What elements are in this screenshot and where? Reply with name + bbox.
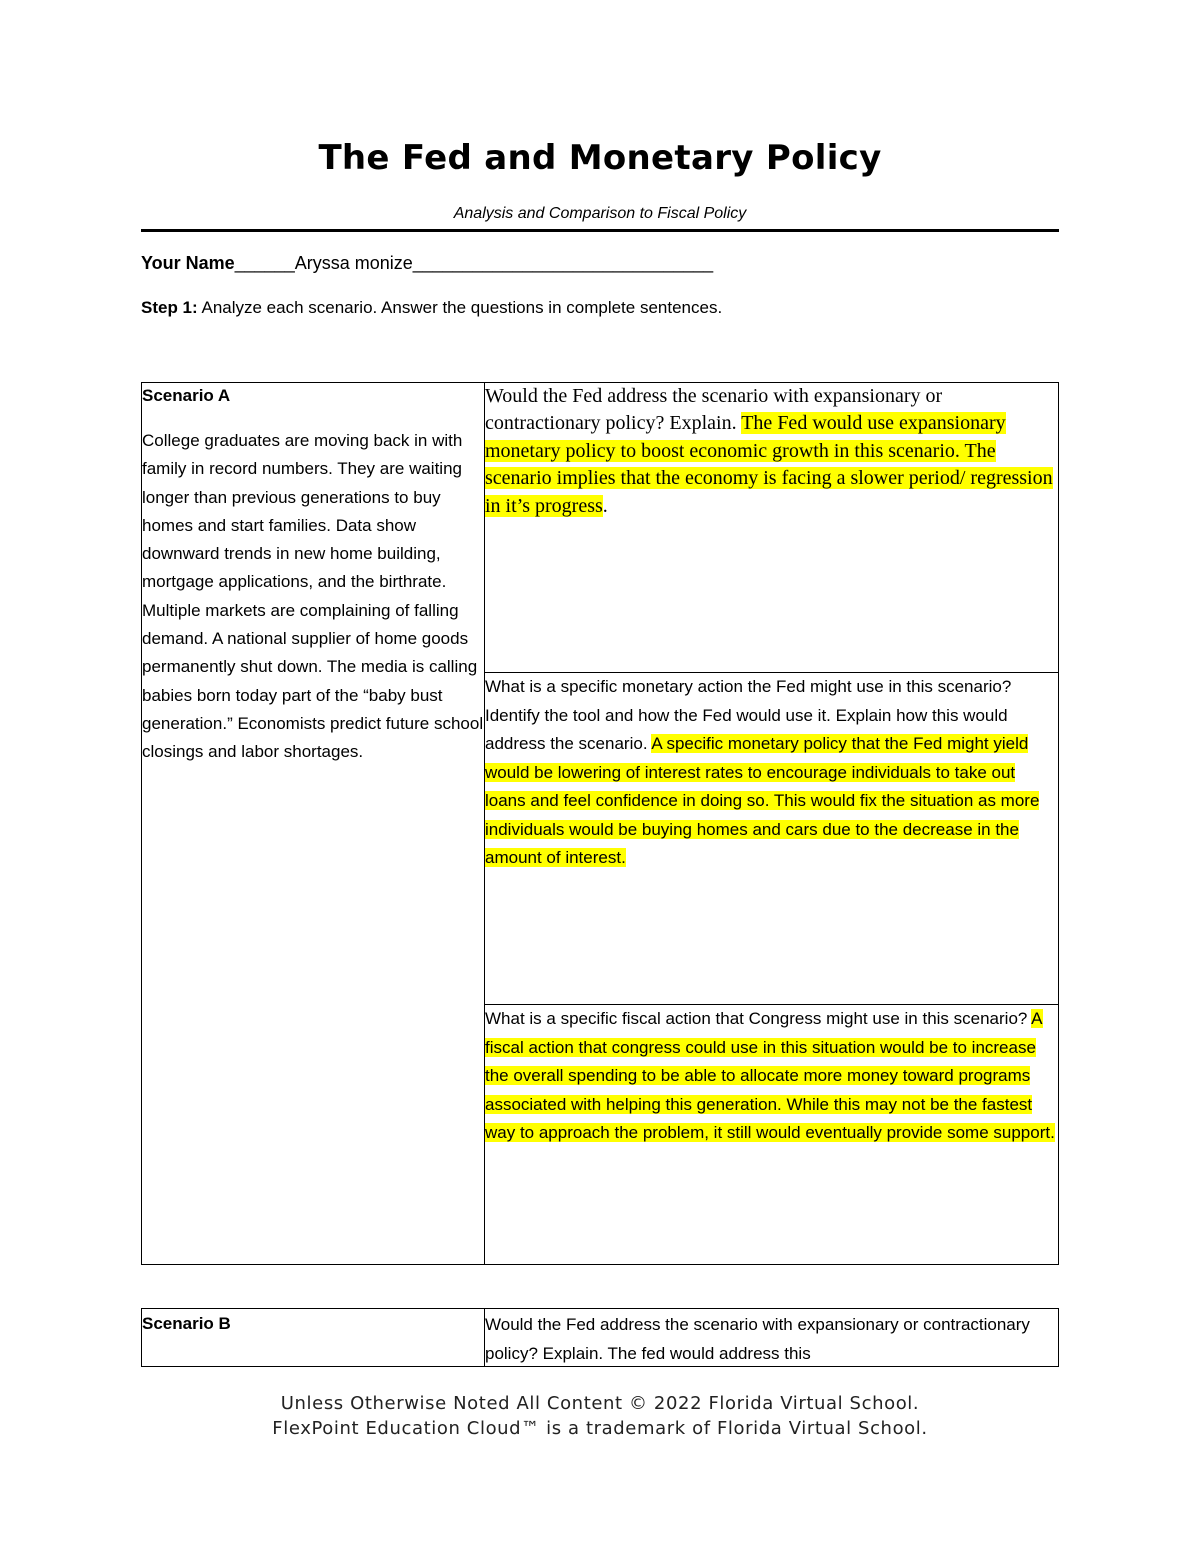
title-divider bbox=[141, 229, 1059, 232]
scenario-a-q1-period: . bbox=[602, 494, 608, 517]
scenario-a-q1-answer: The Fed would use expansionary monetary policy to boost economic growth in this scenario. The scenario implies that the economy is facing a slower period/ regression in it’s progress bbox=[485, 412, 1053, 517]
scenario-b-cell bbox=[142, 1309, 485, 1367]
name-line bbox=[141, 253, 713, 274]
scenario-b-title: Scenario B bbox=[142, 1314, 231, 1333]
name-label: Your Name bbox=[141, 253, 235, 273]
scenario-a-q1 bbox=[485, 383, 1058, 520]
footer-copyright: Unless Otherwise Noted All Content © 2022 Florida Virtual School. bbox=[280, 1393, 920, 1414]
scenario-a-q2-question: What is a specific monetary action the Fed might use in this scenario? Identify the tool and how the Fed would use it. Explain how this would address the scenario. bbox=[485, 677, 1012, 753]
scenario-a-q1-question: Would the Fed address the scenario with expansionary or contractionary policy? Explain. bbox=[485, 385, 943, 435]
scenario-a-q3-cell[interactable] bbox=[485, 1005, 1059, 1265]
scenario-a-q2-cell[interactable] bbox=[485, 673, 1059, 1005]
scenario-a-q3-answer: A fiscal action that congress could use in this situation would be to increase the overall spending to be able to allocate more money toward programs associated with helping this generation. While this may not be the fastest way to approach the problem, it still would eventually provide some support. bbox=[485, 1009, 1055, 1142]
scenario-a-description: College graduates are moving back in with family in record numbers. They are waiting longer than previous generations to buy homes and start families. Data show downward trends in new home building, mortgage applications, and the birthrate. Multiple markets are complaining of falling demand. A national supplier of home goods permanently shut down. The media is calling babies born today part of the “baby bust generation.” Economists predict future school closings and labor shortages. bbox=[142, 431, 484, 762]
document-subtitle: Analysis and Comparison to Fiscal Policy bbox=[453, 205, 747, 222]
scenario-b-q1-cell[interactable] bbox=[485, 1309, 1059, 1367]
scenario-a-q3 bbox=[485, 1005, 1058, 1148]
document-title: The Fed and Monetary Policy bbox=[318, 138, 882, 178]
scenario-b-q1: Would the Fed address the scenario with expansionary or contractionary policy? Explain. The fed would address this bbox=[485, 1315, 1030, 1363]
scenario-a-q2-answer: A specific monetary policy that the Fed might yield would be lowering of interest rates to encourage individuals to take out loans and feel confidence in doing so. This would fix the situation as more individuals would be buying homes and cars due to the decrease in the amount of interest. bbox=[485, 734, 1040, 867]
step-label: Step 1: bbox=[141, 298, 198, 317]
scenario-a-q2 bbox=[485, 673, 1058, 873]
footer-trademark: FlexPoint Education Cloud™ is a trademark of Florida Virtual School. bbox=[272, 1418, 928, 1439]
scenario-b-table bbox=[141, 1308, 1059, 1367]
scenario-a-table bbox=[141, 382, 1059, 1265]
scenario-a-q3-question: What is a specific fiscal action that Congress might use in this scenario? bbox=[485, 1009, 1032, 1028]
scenario-a-cell bbox=[142, 383, 485, 1265]
step-text: Analyze each scenario. Answer the questions in complete sentences. bbox=[201, 298, 723, 317]
scenario-a-title: Scenario A bbox=[142, 386, 231, 405]
scenario-a-q1-cell[interactable] bbox=[485, 383, 1059, 673]
step-instruction bbox=[141, 298, 722, 318]
name-value[interactable]: ______Aryssa monize______________________________ bbox=[234, 253, 714, 273]
page-footer bbox=[0, 1391, 1200, 1441]
